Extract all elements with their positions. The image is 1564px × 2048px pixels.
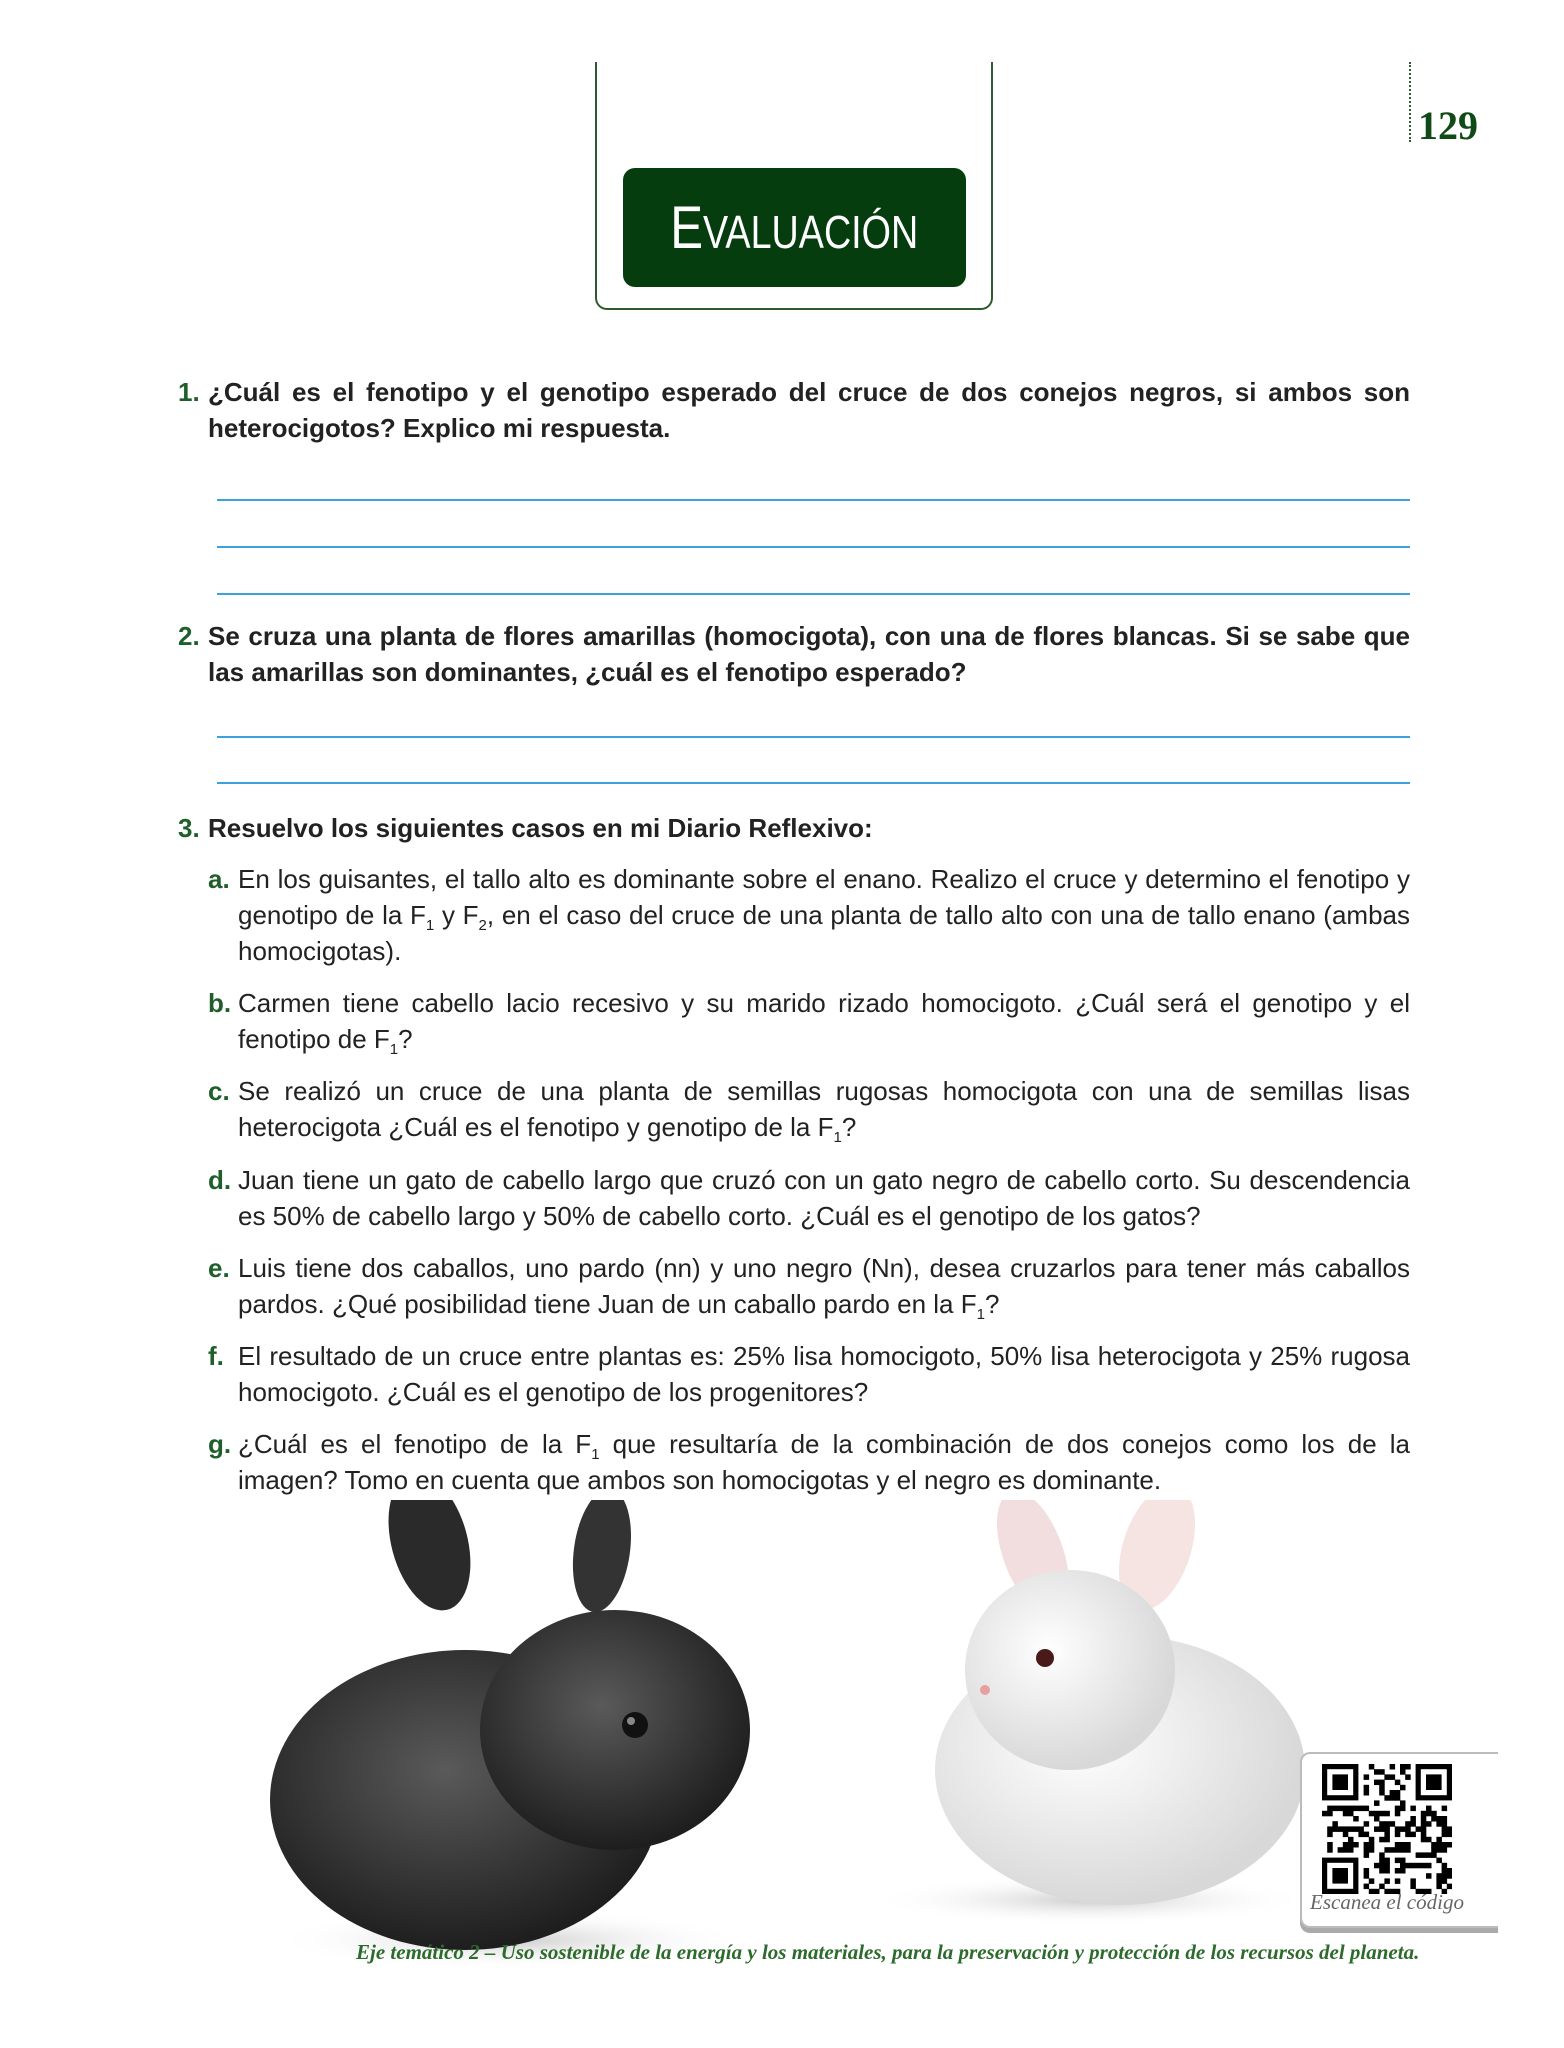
case-text: El resultado de un cruce entre plantas es: 25% lisa homocigoto, 50% lisa heterocigota y 25% rugosa homocigoto. ¿Cuál es el genotipo de los progenitores? bbox=[238, 1341, 1410, 1407]
answer-line[interactable] bbox=[217, 782, 1410, 784]
question-text: ¿Cuál es el fenotipo y el genotipo esperado del cruce de dos conejos negros, si ambos son heterocigotos? Explico mi respuesta. bbox=[208, 377, 1410, 443]
answer-line[interactable] bbox=[217, 499, 1410, 501]
case-text: Carmen tiene cabello lacio recesivo y su marido rizado homocigoto. ¿Cuál será el genotipo y el fenotipo de $F_1$? bbox=[238, 988, 1410, 1059]
case-a bbox=[208, 861, 1410, 969]
footer-theme: Eje temático 2 – Uso sostenible de la energía y los materiales, para la preservación y protección de los recursos del planeta. bbox=[356, 1940, 1420, 1964]
qr-caption: Escanea el código bbox=[1310, 1890, 1464, 1914]
white-rabbit bbox=[870, 1500, 1310, 1925]
case-b bbox=[208, 985, 1410, 1057]
question-2 bbox=[178, 618, 1410, 690]
case-letter: c. bbox=[208, 1076, 230, 1106]
case-letter: a. bbox=[208, 864, 230, 894]
case-letter: f. bbox=[208, 1341, 224, 1371]
question-number: 3. bbox=[178, 813, 200, 843]
qr-code-icon bbox=[1322, 1764, 1452, 1894]
rabbits-image bbox=[250, 1500, 1350, 1980]
question-text: Se cruza una planta de flores amarillas (homocigota), con una de flores blancas. Si se sabe que las amarillas son dominantes, ¿cuál es el fenotipo esperado? bbox=[208, 621, 1410, 687]
question-text: Resuelvo los siguientes casos en mi Diario Reflexivo: bbox=[208, 813, 873, 843]
case-f bbox=[208, 1338, 1410, 1410]
answer-line[interactable] bbox=[217, 736, 1410, 738]
case-text: Se realizó un cruce de una planta de semillas rugosas homocigota con una de semillas lisas heterocigota ¿Cuál es el fenotipo y genotipo de la $F_1$? bbox=[238, 1076, 1410, 1147]
section-title bbox=[623, 168, 966, 287]
case-letter: d. bbox=[208, 1165, 232, 1195]
case-text: ¿Cuál es el fenotipo de la $F_1$ que resultaría de la combinación de dos conejos como los de la imagen? Tomo en cuenta que ambos son homocigotas y el negro es dominante. bbox=[238, 1429, 1410, 1495]
case-d bbox=[208, 1162, 1410, 1234]
question-3 bbox=[178, 810, 1410, 846]
case-g bbox=[208, 1426, 1410, 1498]
case-letter: g. bbox=[208, 1429, 232, 1459]
title-initial: E bbox=[670, 194, 704, 261]
case-letter: b. bbox=[208, 988, 232, 1018]
question-1 bbox=[178, 374, 1410, 446]
question-number: 1. bbox=[178, 377, 200, 407]
answer-line[interactable] bbox=[217, 593, 1410, 595]
page-number-rule bbox=[1409, 62, 1411, 142]
case-text: En los guisantes, el tallo alto es dominante sobre el enano. Realizo el cruce y determino el fenotipo y genotipo de la $F_1$ y $F_2$, en el caso del cruce de una planta de tallo alto con una de tallo enano (ambas homocigotas). bbox=[238, 864, 1410, 966]
answer-line[interactable] bbox=[217, 546, 1410, 548]
question-number: 2. bbox=[178, 621, 200, 651]
case-letter: e. bbox=[208, 1253, 230, 1283]
case-text: Luis tiene dos caballos, uno pardo (nn) y uno negro (Nn), desea cruzarlos para tener más caballos pardos. ¿Qué posibilidad tiene Juan de un caballo pardo en la $F_1$? bbox=[238, 1253, 1410, 1324]
case-e bbox=[208, 1250, 1410, 1322]
page-number: 129 bbox=[1418, 103, 1478, 148]
black-rabbit bbox=[270, 1500, 750, 1970]
title-rest: VALUACIÓN bbox=[703, 206, 919, 258]
case-c bbox=[208, 1073, 1410, 1145]
case-text: Juan tiene un gato de cabello largo que cruzó con un gato negro de cabello corto. Su descendencia es 50% de cabello largo y 50% de cabello corto. ¿Cuál es el genotipo de los gatos? bbox=[238, 1165, 1410, 1231]
